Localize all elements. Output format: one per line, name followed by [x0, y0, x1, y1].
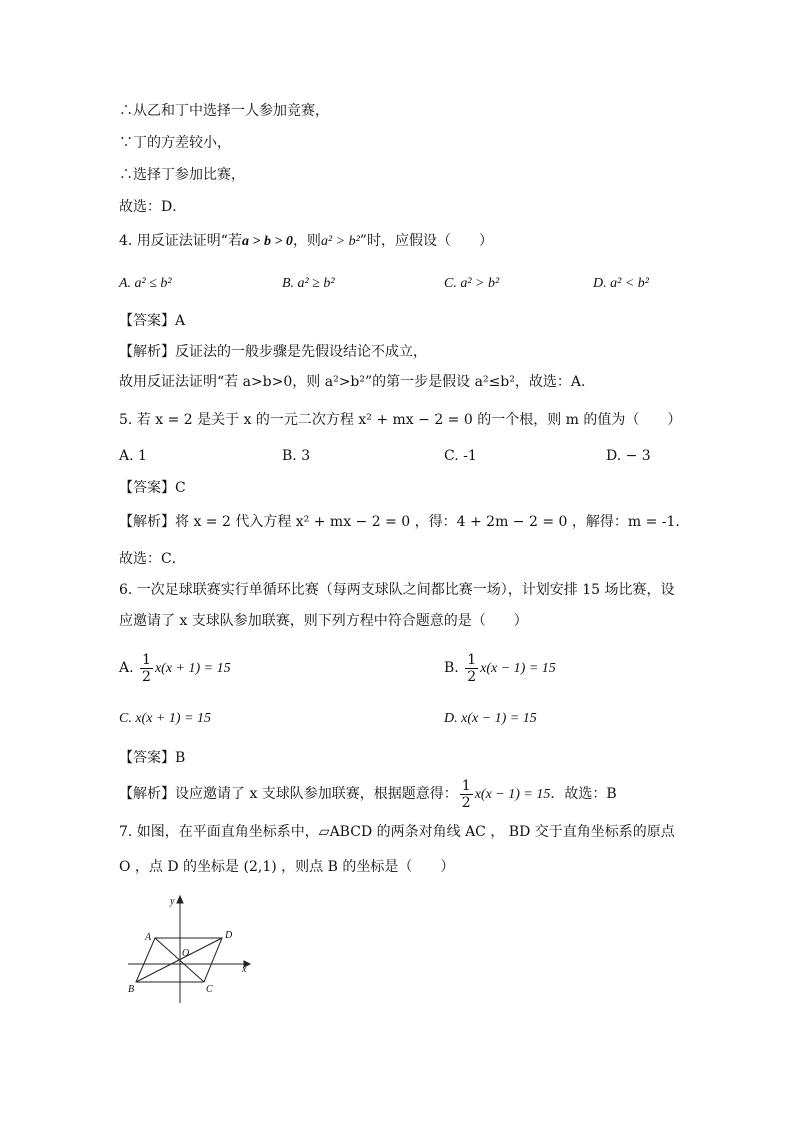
q6-analysis-prefix: 【解析】设应邀请了 x 支球队参加联赛，根据题意得： [119, 786, 458, 802]
q4-option-d: D. a² < b² [593, 276, 649, 291]
q5-option-a: A. 1 [119, 448, 147, 464]
q6-analysis [119, 776, 617, 813]
text-line-2: ∵丁的方差较小， [119, 135, 231, 151]
q6-analysis-suffix: ．故选：B [550, 786, 617, 802]
fraction-half [465, 652, 478, 685]
q4-prefix: 4. 用反证法证明“若 [119, 233, 242, 249]
q6-option-c: C. x(x + 1) = 15 [119, 711, 211, 726]
text-line-4: 故选：D． [119, 199, 187, 215]
q5-stem: 5. 若 x = 2 是关于 x 的一元二次方程 x² + mx − 2 = 0 的一个根，则 m 的值为（ ） [119, 412, 682, 428]
q7-stem-2: O ，点 D 的坐标是 (2,1) ，则点 B 的坐标是（ ） [119, 859, 455, 875]
q6-option-d: D. x(x − 1) = 15 [444, 711, 537, 726]
q4-suffix: ”时，应假设（ ） [359, 233, 493, 249]
fraction-numerator: 1 [142, 651, 151, 668]
parallelogram-figure [120, 893, 255, 1008]
q5-option-b: B. 3 [282, 448, 311, 464]
q4-option-b: B. a² ≥ b² [282, 276, 335, 291]
text-line-3: ∴选择丁参加比赛， [119, 167, 245, 183]
q4-option-c: C. a² > b² [444, 276, 500, 291]
q4-condition: a > b > 0 [241, 234, 293, 249]
fraction-denominator: 2 [461, 794, 471, 811]
q6-option-a-expr: x(x + 1) = 15 [154, 661, 231, 676]
q6-option-a [119, 650, 231, 687]
fraction-numerator: 1 [467, 651, 477, 668]
label-o: O [182, 948, 190, 959]
label-y: y [170, 896, 175, 907]
q4-conclusion: a² > b² [320, 234, 360, 249]
q5-option-c: C. -1 [444, 448, 477, 464]
label-b: B [128, 984, 135, 995]
q4-analysis-1: 【解析】反证法的一般步骤是先假设结论不成立， [119, 344, 427, 360]
q7-stem-1: 7. 如图，在平面直角坐标系中，▱ABCD 的两条对角线 AC ， BD 交于直角坐标系的原点 [119, 824, 675, 840]
fraction-half [460, 778, 473, 811]
text-line-1: ∴从乙和丁中选择一人参加竞赛， [119, 103, 329, 119]
q4-stem [119, 231, 493, 252]
q6-stem-1: 6. 一次足球联赛实行单循环比赛（每两支球队之间都比赛一场），计划安排 15 场比赛，设 [119, 582, 675, 598]
q6-stem-2: 应邀请了 x 支球队参加联赛，则下列方程中符合题意的是（ ） [119, 613, 528, 629]
q5-analysis: 【解析】将 x = 2 代入方程 x² + mx − 2 = 0 ，得：4 + 2m − 2 = 0 ，解得：m = -1． [119, 514, 690, 530]
diagonal-bd [136, 938, 222, 982]
label-x: x [242, 964, 247, 975]
label-a: A [145, 932, 152, 943]
y-axis-arrow-icon [177, 896, 183, 903]
q4-option-a: A. a² ≤ b² [119, 276, 172, 291]
label-c: C [206, 984, 213, 995]
q6-answer: 【答案】B [119, 750, 186, 766]
q6-option-b [444, 650, 556, 687]
q4-mid: ，则 [292, 233, 321, 249]
q6-analysis-expr: x(x − 1) = 15 [474, 787, 551, 802]
label-d: D [225, 930, 233, 941]
fraction-denominator: 2 [142, 668, 151, 685]
q4-answer: 【答案】A [119, 313, 186, 329]
q5-option-d: D. − 3 [606, 448, 651, 464]
fraction-half [140, 652, 153, 685]
q6-option-b-label: B. [444, 660, 459, 676]
q4-analysis-2: 故用反证法证明“若 a>b>0，则 a²>b²”的第一步是假设 a²≤b²，故选：A. [119, 374, 586, 390]
q6-option-b-expr: x(x − 1) = 15 [480, 661, 556, 676]
fraction-denominator: 2 [467, 668, 477, 685]
q5-answer: 【答案】C [119, 480, 186, 496]
q5-choose: 故选：C． [119, 551, 186, 567]
q6-option-a-label: A. [119, 660, 134, 676]
fraction-numerator: 1 [461, 777, 471, 794]
